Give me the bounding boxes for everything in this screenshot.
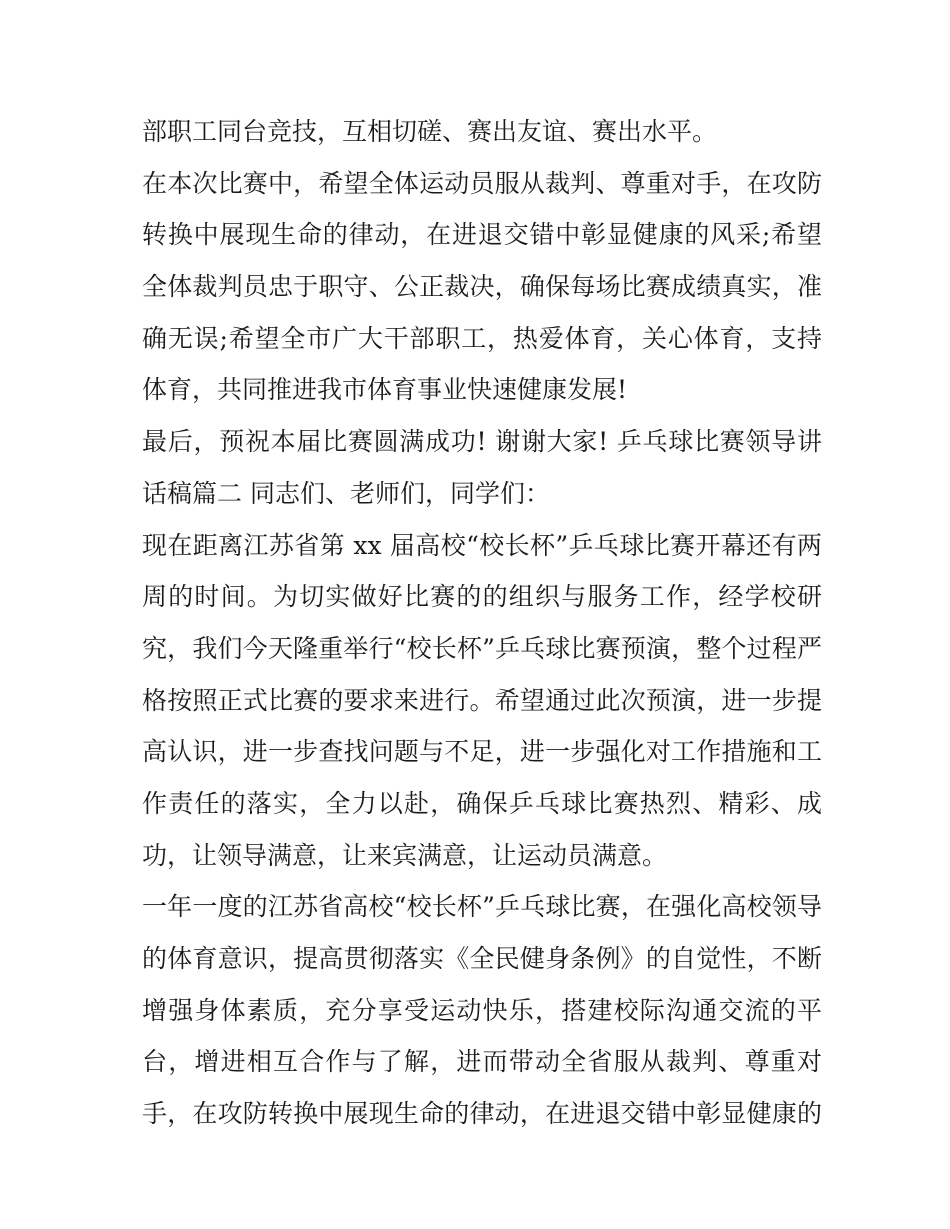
text-line-7: 最后，预祝本届比赛圆满成功! 谢谢大家! 乒乓球比赛领导讲 [142, 427, 822, 457]
body-text [142, 106, 822, 1140]
text-line-17: 的体育意识，提高贯彻落实《全民健身条例》的自觉性，不断 [142, 944, 822, 973]
text-line-20: 手，在攻防转换中展现生命的律动，在进退交错中彰显健康的 [142, 1099, 822, 1129]
text-line-16: 一年一度的江苏省高校“校长杯”乒乓球比赛，在强化高校领导 [142, 892, 822, 922]
text-line-11: 究，我们今天隆重举行“校长杯”乒乓球比赛预演，整个过程严 [142, 633, 822, 663]
text-line-14: 作责任的落实，全力以赴，确保乒乓球比赛热烈、精彩、成 [142, 788, 822, 818]
text-line-15: 功，让领导满意，让来宾满意，让运动员满意。 [142, 840, 668, 870]
text-line-6: 体育，共同推进我市体育事业快速健康发展! [142, 375, 628, 405]
text-line-18: 增强身体素质，充分享受运动快乐，搭建校际沟通交流的平 [142, 995, 822, 1025]
text-line-2: 在本次比赛中，希望全体运动员服从裁判、尊重对手，在攻防 [142, 168, 822, 198]
text-line-9: 现在距离江苏省第 xx 届高校“校长杯”乒乓球比赛开幕还有两 [142, 530, 822, 560]
text-line-1: 部职工同台竞技，互相切磋、赛出友谊、赛出水平。 [142, 117, 718, 146]
text-line-19: 台，增进相互合作与了解，进而带动全省服从裁判、尊重对 [142, 1047, 822, 1077]
text-line-4: 全体裁判员忠于职守、公正裁决，确保每场比赛成绩真实，准 [142, 272, 822, 302]
text-line-5: 确无误;希望全市广大干部职工，热爱体育，关心体育，支持 [142, 323, 822, 353]
text-line-8: 话稿篇二 同志们、老师们，同学们： [142, 478, 550, 508]
text-line-12: 格按照正式比赛的要求来进行。希望通过此次预演，进一步提 [142, 685, 822, 715]
text-line-10: 周的时间。为切实做好比赛的的组织与服务工作，经学校研 [142, 582, 822, 612]
text-line-13: 高认识，进一步查找问题与不足，进一步强化对工作措施和工 [142, 737, 822, 767]
text-line-3: 转换中展现生命的律动，在进退交错中彰显健康的风采;希望 [142, 220, 822, 250]
